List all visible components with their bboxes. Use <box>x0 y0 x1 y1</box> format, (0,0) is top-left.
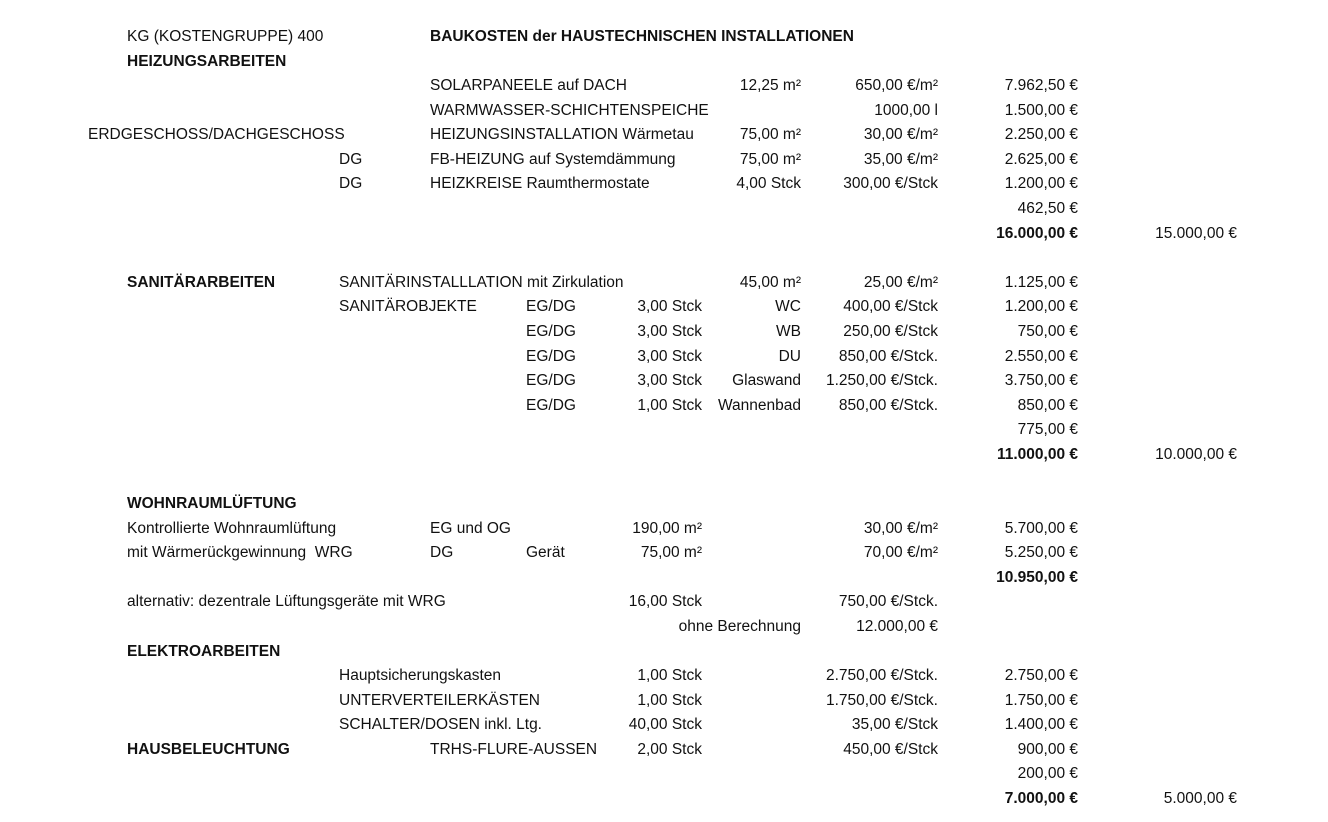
item-quantity: 2,00 Stck <box>637 741 702 758</box>
item-quantity: 40,00 Stck <box>628 716 702 733</box>
item-total: 5.700,00 € <box>1004 520 1078 537</box>
item-unit-price: 2.750,00 €/Stck. <box>825 667 938 684</box>
item-location: EG/DG <box>526 323 576 340</box>
extra-amount: 775,00 € <box>1017 421 1078 438</box>
item-description: mit Wärmerückgewinnung WRG <box>127 544 353 561</box>
item-quantity: 75,00 m² <box>739 126 801 143</box>
item-description: Kontrollierte Wohnraumlüftung <box>127 520 337 537</box>
item-location: EG/DG <box>526 372 576 389</box>
item-quantity: 3,00 Stck <box>637 372 702 389</box>
item-unit-price: 1000,00 l <box>874 102 938 119</box>
item-location: DG <box>339 151 363 168</box>
item-quantity: 190,00 m² <box>632 520 702 537</box>
item-total: 7.962,50 € <box>1004 77 1078 94</box>
item-total: 2.750,00 € <box>1004 667 1078 684</box>
item-quantity: 3,00 Stck <box>637 298 702 315</box>
item-location: EG/DG <box>526 298 576 315</box>
item-description: Hauptsicherungskasten <box>339 667 501 684</box>
extra-amount: 200,00 € <box>1017 765 1078 782</box>
item-quantity: 4,00 Stck <box>736 175 801 192</box>
item-unit-price: 1.250,00 €/Stck. <box>825 372 938 389</box>
item-total: 1.200,00 € <box>1004 298 1078 315</box>
item-description: TRHS-FLURE-AUSSEN <box>430 741 598 758</box>
item-unit-price: 400,00 €/Stck <box>843 298 938 315</box>
item-unit-price: 300,00 €/Stck <box>843 175 938 192</box>
item-total: 1.500,00 € <box>1004 102 1078 119</box>
item-description: FB-HEIZUNG auf Systemdämmung <box>430 151 676 168</box>
item-total: 1.750,00 € <box>1004 692 1078 709</box>
budget: 5.000,00 € <box>1163 790 1237 807</box>
item-description: SOLARPANEELE auf DACH <box>430 77 627 94</box>
item-unit-price: 250,00 €/Stck <box>843 323 938 340</box>
budget: 15.000,00 € <box>1155 225 1237 242</box>
item-unit-price: 450,00 €/Stck <box>843 741 938 758</box>
item-total: 1.125,00 € <box>1004 274 1078 291</box>
section-heading-heizung: HEIZUNGSARBEITEN <box>127 53 287 70</box>
section-heading-elektro: ELEKTROARBEITEN <box>127 643 281 660</box>
item-unit-price: 35,00 €/m² <box>863 151 938 168</box>
alternative-total: 12.000,00 € <box>856 618 938 635</box>
item-quantity: 3,00 Stck <box>637 348 702 365</box>
item-total: 900,00 € <box>1017 741 1078 758</box>
item-total: 1.400,00 € <box>1004 716 1078 733</box>
item-location: EG/DG <box>526 397 576 414</box>
item-quantity: 45,00 m² <box>739 274 801 291</box>
page-title: BAUKOSTEN der HAUSTECHNISCHEN INSTALLATIONEN <box>430 28 854 45</box>
item-type: DU <box>778 348 801 365</box>
item-unit-price: 750,00 €/Stck. <box>838 593 938 610</box>
item-total: 3.750,00 € <box>1004 372 1078 389</box>
item-quantity: 1,00 Stck <box>637 667 702 684</box>
section-heading-lueftung: WOHNRAUMLÜFTUNG <box>127 495 297 512</box>
item-total: 1.200,00 € <box>1004 175 1078 192</box>
subtotal: 11.000,00 € <box>996 446 1078 463</box>
item-description: UNTERVERTEILERKÄSTEN <box>339 692 540 709</box>
item-location: EG und OG <box>430 520 511 537</box>
item-quantity: 75,00 m² <box>640 544 702 561</box>
alternative-note: ohne Berechnung <box>678 618 801 635</box>
item-unit-price: 25,00 €/m² <box>863 274 938 291</box>
subtotal: 16.000,00 € <box>996 225 1078 242</box>
item-unit-price: 850,00 €/Stck. <box>838 397 938 414</box>
item-type: WC <box>775 298 801 315</box>
item-unit-price: 30,00 €/m² <box>863 126 938 143</box>
objects-label: SANITÄROBJEKTE <box>339 298 477 315</box>
item-total: 5.250,00 € <box>1004 544 1078 561</box>
item-unit-price: 650,00 €/m² <box>855 77 938 94</box>
item-unit-price: 70,00 €/m² <box>863 544 938 561</box>
item-description: SANITÄRINSTALLLATION mit Zirkulation <box>339 274 624 291</box>
item-total: 2.250,00 € <box>1004 126 1078 143</box>
item-unit-price: 30,00 €/m² <box>863 520 938 537</box>
item-type: Glaswand <box>732 372 801 389</box>
item-location: DG <box>339 175 363 192</box>
item-location: EG/DG <box>526 348 576 365</box>
item-unit-price: 850,00 €/Stck. <box>838 348 938 365</box>
item-type: Wannenbad <box>717 397 801 414</box>
item-type: Gerät <box>526 544 565 561</box>
budget: 10.000,00 € <box>1155 446 1237 463</box>
item-description: alternativ: dezentrale Lüftungsgeräte mit WRG <box>127 593 446 610</box>
item-description: SCHALTER/DOSEN inkl. Ltg. <box>339 716 542 733</box>
item-total: 2.550,00 € <box>1004 348 1078 365</box>
item-quantity: 3,00 Stck <box>637 323 702 340</box>
item-description: WARMWASSER-SCHICHTENSPEICHE <box>430 102 709 119</box>
item-quantity: 75,00 m² <box>739 151 801 168</box>
item-type: WB <box>776 323 801 340</box>
item-unit-price: 1.750,00 €/Stck. <box>825 692 938 709</box>
item-unit-price: 35,00 €/Stck <box>851 716 938 733</box>
item-quantity: 12,25 m² <box>739 77 801 94</box>
item-description: HEIZUNGSINSTALLATION Wärmetau <box>430 126 694 143</box>
item-total: 750,00 € <box>1017 323 1078 340</box>
cost-group-label: KG (KOSTENGRUPPE) 400 <box>127 28 324 45</box>
subtotal: 7.000,00 € <box>1004 790 1078 807</box>
item-location: DG <box>430 544 454 561</box>
subtotal: 10.950,00 € <box>996 569 1078 586</box>
section-heading-sanitaer: SANITÄRARBEITEN <box>127 274 276 291</box>
floor-label: ERDGESCHOSS/DACHGESCHOSS <box>88 126 345 143</box>
item-quantity: 1,00 Stck <box>637 692 702 709</box>
section-heading-beleuchtung: HAUSBELEUCHTUNG <box>127 741 290 758</box>
extra-amount: 462,50 € <box>1017 200 1078 217</box>
item-quantity: 1,00 Stck <box>637 397 702 414</box>
item-total: 850,00 € <box>1017 397 1078 414</box>
item-total: 2.625,00 € <box>1004 151 1078 168</box>
item-quantity: 16,00 Stck <box>628 593 702 610</box>
item-description: HEIZKREISE Raumthermostate <box>430 175 650 192</box>
